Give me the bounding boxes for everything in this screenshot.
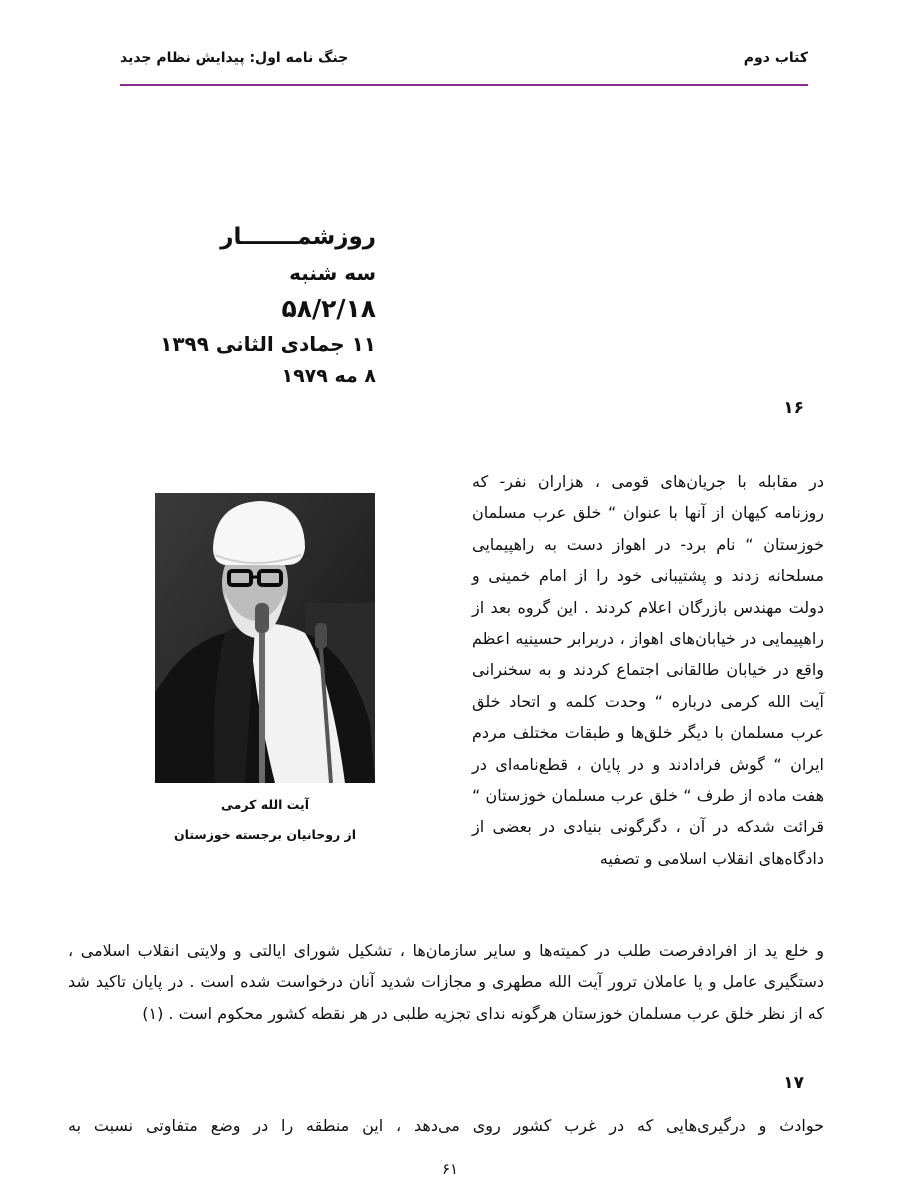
paragraph-17: حوادث و درگیری‌هایی که در غرب کشور روی می‌دهد ، این منطقه را در وضع متفاوتی نسبت به	[68, 1116, 824, 1135]
weekday: سه شنبه	[289, 261, 376, 285]
section-number-16: ۱۶	[783, 398, 804, 418]
chronology-label: روزشمـــــــار	[220, 224, 376, 250]
header-divider	[120, 84, 808, 86]
solar-date: ۵۸/۲/۱۸	[281, 294, 376, 323]
portrait-image	[155, 493, 375, 783]
caption-description: از روحانیان برجسته خوزستان	[173, 827, 357, 842]
paragraph-16-part1: در مقابله با جریان‌های قومی ، هزاران نفر- که روزنامه کیهان از آنها با عنوان “ خلق عرب مسلمان خوزستان “ نام برد- در اهواز دست به راهپیمایی مسلحانه زدند و پشتیبانی خود را از امام خمینی و دولت مهندس بازرگان اعلام کردند . این گروه بعد از راهپیمایی در خیابان‌های اهواز ، دربرابر حسینیه اعظم واقع در خیابان طالقانی اجتماع کردند و به سخنرانی آیت الله کرمی درباره “ وحدت کلمه و اتحاد خلق عرب مسلمان با دیگر خلق‌ها و طبقات مختلف مردم ایران “ گوش فرادادند و در پایان ، قطع‌نامه‌ای در هفت ماده از طرف “ خلق عرب مسلمان خوزستان “ قرائت شدکه در آن ، دگرگونی بنیادی در بعضی از دادگاه‌های انقلاب اسلامی و تصفیه	[472, 472, 824, 868]
gregorian-date: ۸ مه ۱۹۷۹	[281, 365, 376, 387]
section-number-17: ۱۷	[783, 1073, 804, 1093]
chapter-title: جنگ نامه اول: پیدایش نظام جدید	[120, 50, 349, 66]
photo-caption	[160, 790, 370, 850]
lunar-date: ۱۱ جمادی الثانی ۱۳۹۹	[160, 332, 376, 356]
page-number: ۶۱	[441, 1160, 459, 1178]
date-block	[76, 218, 376, 392]
caption-name: آیت الله کرمی	[220, 797, 309, 812]
book-title: کتاب دوم	[743, 50, 808, 66]
paragraph-16-part2: و خلع ید از افرادفرصت طلب در کمیته‌ها و سایر سازمان‌ها ، تشکیل شورای ایالتی و ولایتی انقلاب اسلامی ، دستگیری عامل و یا عاملان ترور آیت الله مطهری و مجازات شدید آنان درخواست شده است . در پایان تاکید شد که از نظر خلق عرب مسلمان خوزستان هرگونه ندای تجزیه طلبی در هر نقطه کشور محکوم است . (۱)	[68, 941, 824, 1023]
portrait-photo	[155, 493, 375, 783]
